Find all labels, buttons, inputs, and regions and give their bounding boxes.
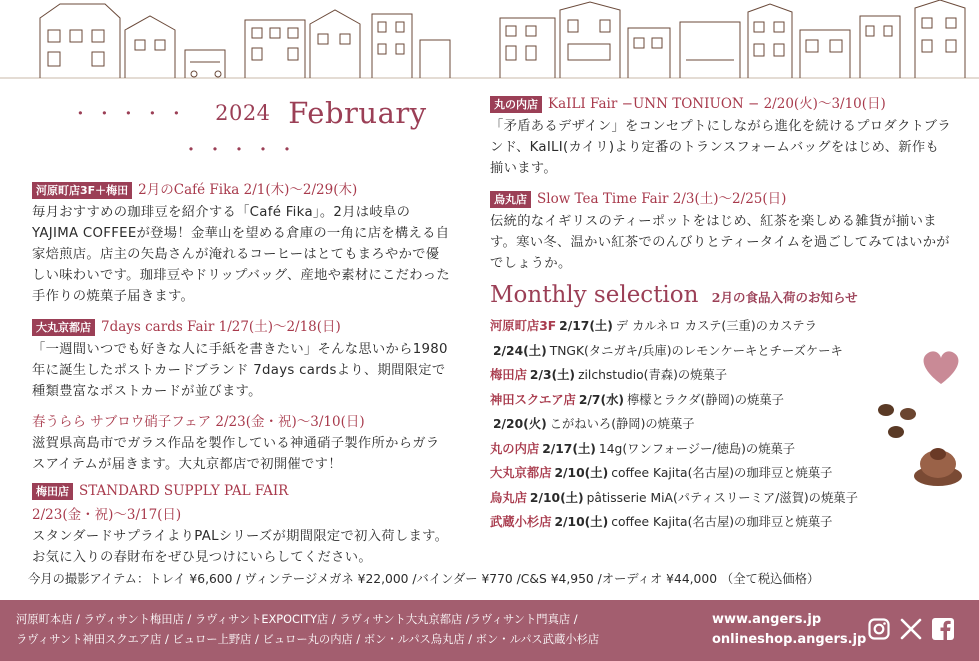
event-body: 「一週間いつでも好きな人に手紙を書きたい」そんな思いから1980年に誕生したポストカードブランド 7days cardsより、期間限定で種類豊富なポストカードが並びます。 (32, 342, 448, 399)
x-icon[interactable] (900, 618, 922, 640)
event-title: 春うらら サブロウ硝子フェア 2/23(金・祝)〜3/10(日) (32, 414, 365, 430)
list-item (490, 339, 952, 364)
event-cafe-fika (32, 178, 452, 307)
item-text: デ カルネロ カステ(三重)のカステラ (615, 319, 817, 333)
coffee-beans-illustration (872, 400, 932, 444)
event-body: 伝統的なイギリスのティーポットをはじめ、紅茶を楽しめる雑貨が揃います。寒い冬、温かい紅茶でのんびりとティータイムを過ごしてみてはいかがでしょうか。 (490, 214, 950, 271)
item-text: coffee Kajita(名古屋)の珈琲豆と焼菓子 (611, 466, 833, 480)
online-shop-link[interactable]: onlineshop.angers.jp (712, 632, 867, 647)
event-title: KaILI Fair −UNN TONIUON − 2/20(火)〜3/10(日) (548, 96, 886, 112)
month-heading (32, 94, 452, 164)
event-body: 「矛盾あるデザイン」をコンセプトにしながら進化を続けるプロダクトブランド、KaILI(カイリ)より定番のトランスフォームバッグをはじめ、新作も揃います。 (490, 119, 951, 176)
facebook-icon[interactable] (932, 618, 954, 640)
item-date: 2/20(火) (493, 417, 547, 431)
event-body: 毎月おすすめの珈琲豆を紹介する「Café Fika」。2月は岐阜のYAJIMA COFFEEが登場！金華山を望める倉庫の一角に店を構える自家焙煎店。店主の矢島さんが淹れるコーヒーはとてもまろやかで優しい味わいです。珈琲豆やドリップバッグ、産地や素材にこだわった手作りの焼菓子届きます。 (32, 205, 450, 304)
item-date: 2/3(土) (529, 368, 576, 382)
month-name: February (288, 96, 427, 130)
chestnut-cake-illustration (910, 440, 966, 490)
event-slow-tea (490, 187, 952, 274)
item-date: 2/24(土) (493, 343, 547, 358)
shop-name: 大丸京都店 (490, 466, 552, 480)
item-date: 2/10(土) (554, 515, 609, 529)
website-link[interactable]: www.angers.jp (712, 612, 822, 627)
event-7days-cards (32, 315, 452, 402)
item-text: zilchstudio(青森)の焼菓子 (578, 368, 728, 382)
list-item (490, 486, 952, 511)
photo-items-note: 今月の撮影アイテム：トレイ ¥6,600 / ヴィンテージメガネ ¥22,000 /バインダー ¥770 /C&S ¥4,950 /オーディオ ¥44,000 （全て税込価格） (28, 572, 820, 586)
dots-right: ・・・・・ (182, 140, 302, 161)
instagram-icon[interactable] (868, 618, 890, 640)
item-text: 檸檬とラクダ(静岡)の焼菓子 (627, 392, 784, 407)
event-dates: 2/23(金・祝)〜3/17(日) (32, 507, 182, 523)
item-text: 14g(ワンフォージー/徳島)の焼菓子 (598, 441, 796, 456)
heart-cookie-illustration (918, 348, 964, 386)
store-list-line-2: ラヴィサント神田スクエア店 / ビュロー上野店 / ビュロー丸の内店 / ボン・ルパス烏丸店 / ボン・ルパス武蔵小杉店 (16, 633, 600, 646)
store-tag: 丸の内店 (490, 96, 542, 113)
shop-name: 河原町店3F (490, 319, 557, 333)
event-title: STANDARD SUPPLY PAL FAIR (79, 483, 289, 499)
event-body: スタンダードサプライよりPALシリーズが期間限定で初入荷します。お気に入りの春財布をぜひ見つけにいらしてください。 (32, 529, 449, 565)
dots-left: ・・・・・ (71, 104, 192, 125)
month-year: 2024 (215, 101, 271, 125)
event-title: Slow Tea Time Fair 2/3(土)〜2/25(日) (537, 191, 787, 207)
store-tag: 大丸京都店 (32, 319, 95, 336)
store-tag: 烏丸店 (490, 191, 531, 208)
store-list-line-1: 河原町本店 / ラヴィサント梅田店 / ラヴィサントEXPOCITY店 / ラヴィサント大丸京都店 /ラヴィサント門真店 / (16, 613, 578, 626)
store-list (16, 610, 706, 650)
event-body: 滋賀県高島市でガラス作品を製作している神通硝子製作所からガラスアイテムが届きます。大丸京都店で初開催です！ (32, 436, 440, 472)
item-date: 2/17(土) (559, 319, 613, 333)
event-title: 2月のCafé Fika 2/1(木)〜2/29(木) (138, 182, 358, 198)
shop-name: 梅田店 (490, 368, 527, 382)
monthly-title: Monthly selection (490, 282, 699, 308)
item-date: 2/7(水) (578, 392, 624, 407)
event-standard-supply (32, 483, 452, 568)
list-item (490, 363, 952, 388)
shop-name: 武蔵小杉店 (490, 515, 552, 529)
item-text: pâtisserie MiA(パティスリーミア/滋賀)の焼菓子 (586, 490, 858, 505)
monthly-subtitle: 2月の食品入荷のお知らせ (711, 290, 858, 305)
event-title: 7days cards Fair 1/27(土)〜2/18(日) (101, 319, 341, 335)
list-item (490, 314, 952, 339)
shop-name: 神田スクエア店 (490, 392, 576, 407)
site-links (712, 610, 866, 650)
town-sketch-banner (0, 0, 979, 82)
item-date: 2/17(土) (542, 441, 596, 456)
social-icons (868, 618, 954, 640)
shop-name: 烏丸店 (490, 490, 527, 505)
shop-name: 丸の内店 (490, 441, 540, 456)
item-text: TNGK(タニガキ/兵庫)のレモンケーキとチーズケーキ (549, 343, 843, 358)
left-column (32, 92, 452, 576)
list-item (490, 510, 952, 535)
list-item (490, 461, 952, 486)
monthly-selection-heading (490, 282, 952, 308)
event-saburo-glass (32, 410, 452, 475)
item-date: 2/10(土) (529, 490, 584, 505)
store-tag: 河原町店3F＋梅田 (32, 182, 132, 199)
item-text: coffee Kajita(名古屋)の珈琲豆と焼菓子 (611, 515, 833, 529)
store-tag: 梅田店 (32, 483, 73, 500)
item-text: こがねいろ(静岡)の焼菓子 (549, 417, 695, 431)
event-kaili (490, 92, 952, 179)
item-date: 2/10(土) (554, 466, 609, 480)
right-column (490, 92, 952, 535)
footer (0, 600, 979, 661)
